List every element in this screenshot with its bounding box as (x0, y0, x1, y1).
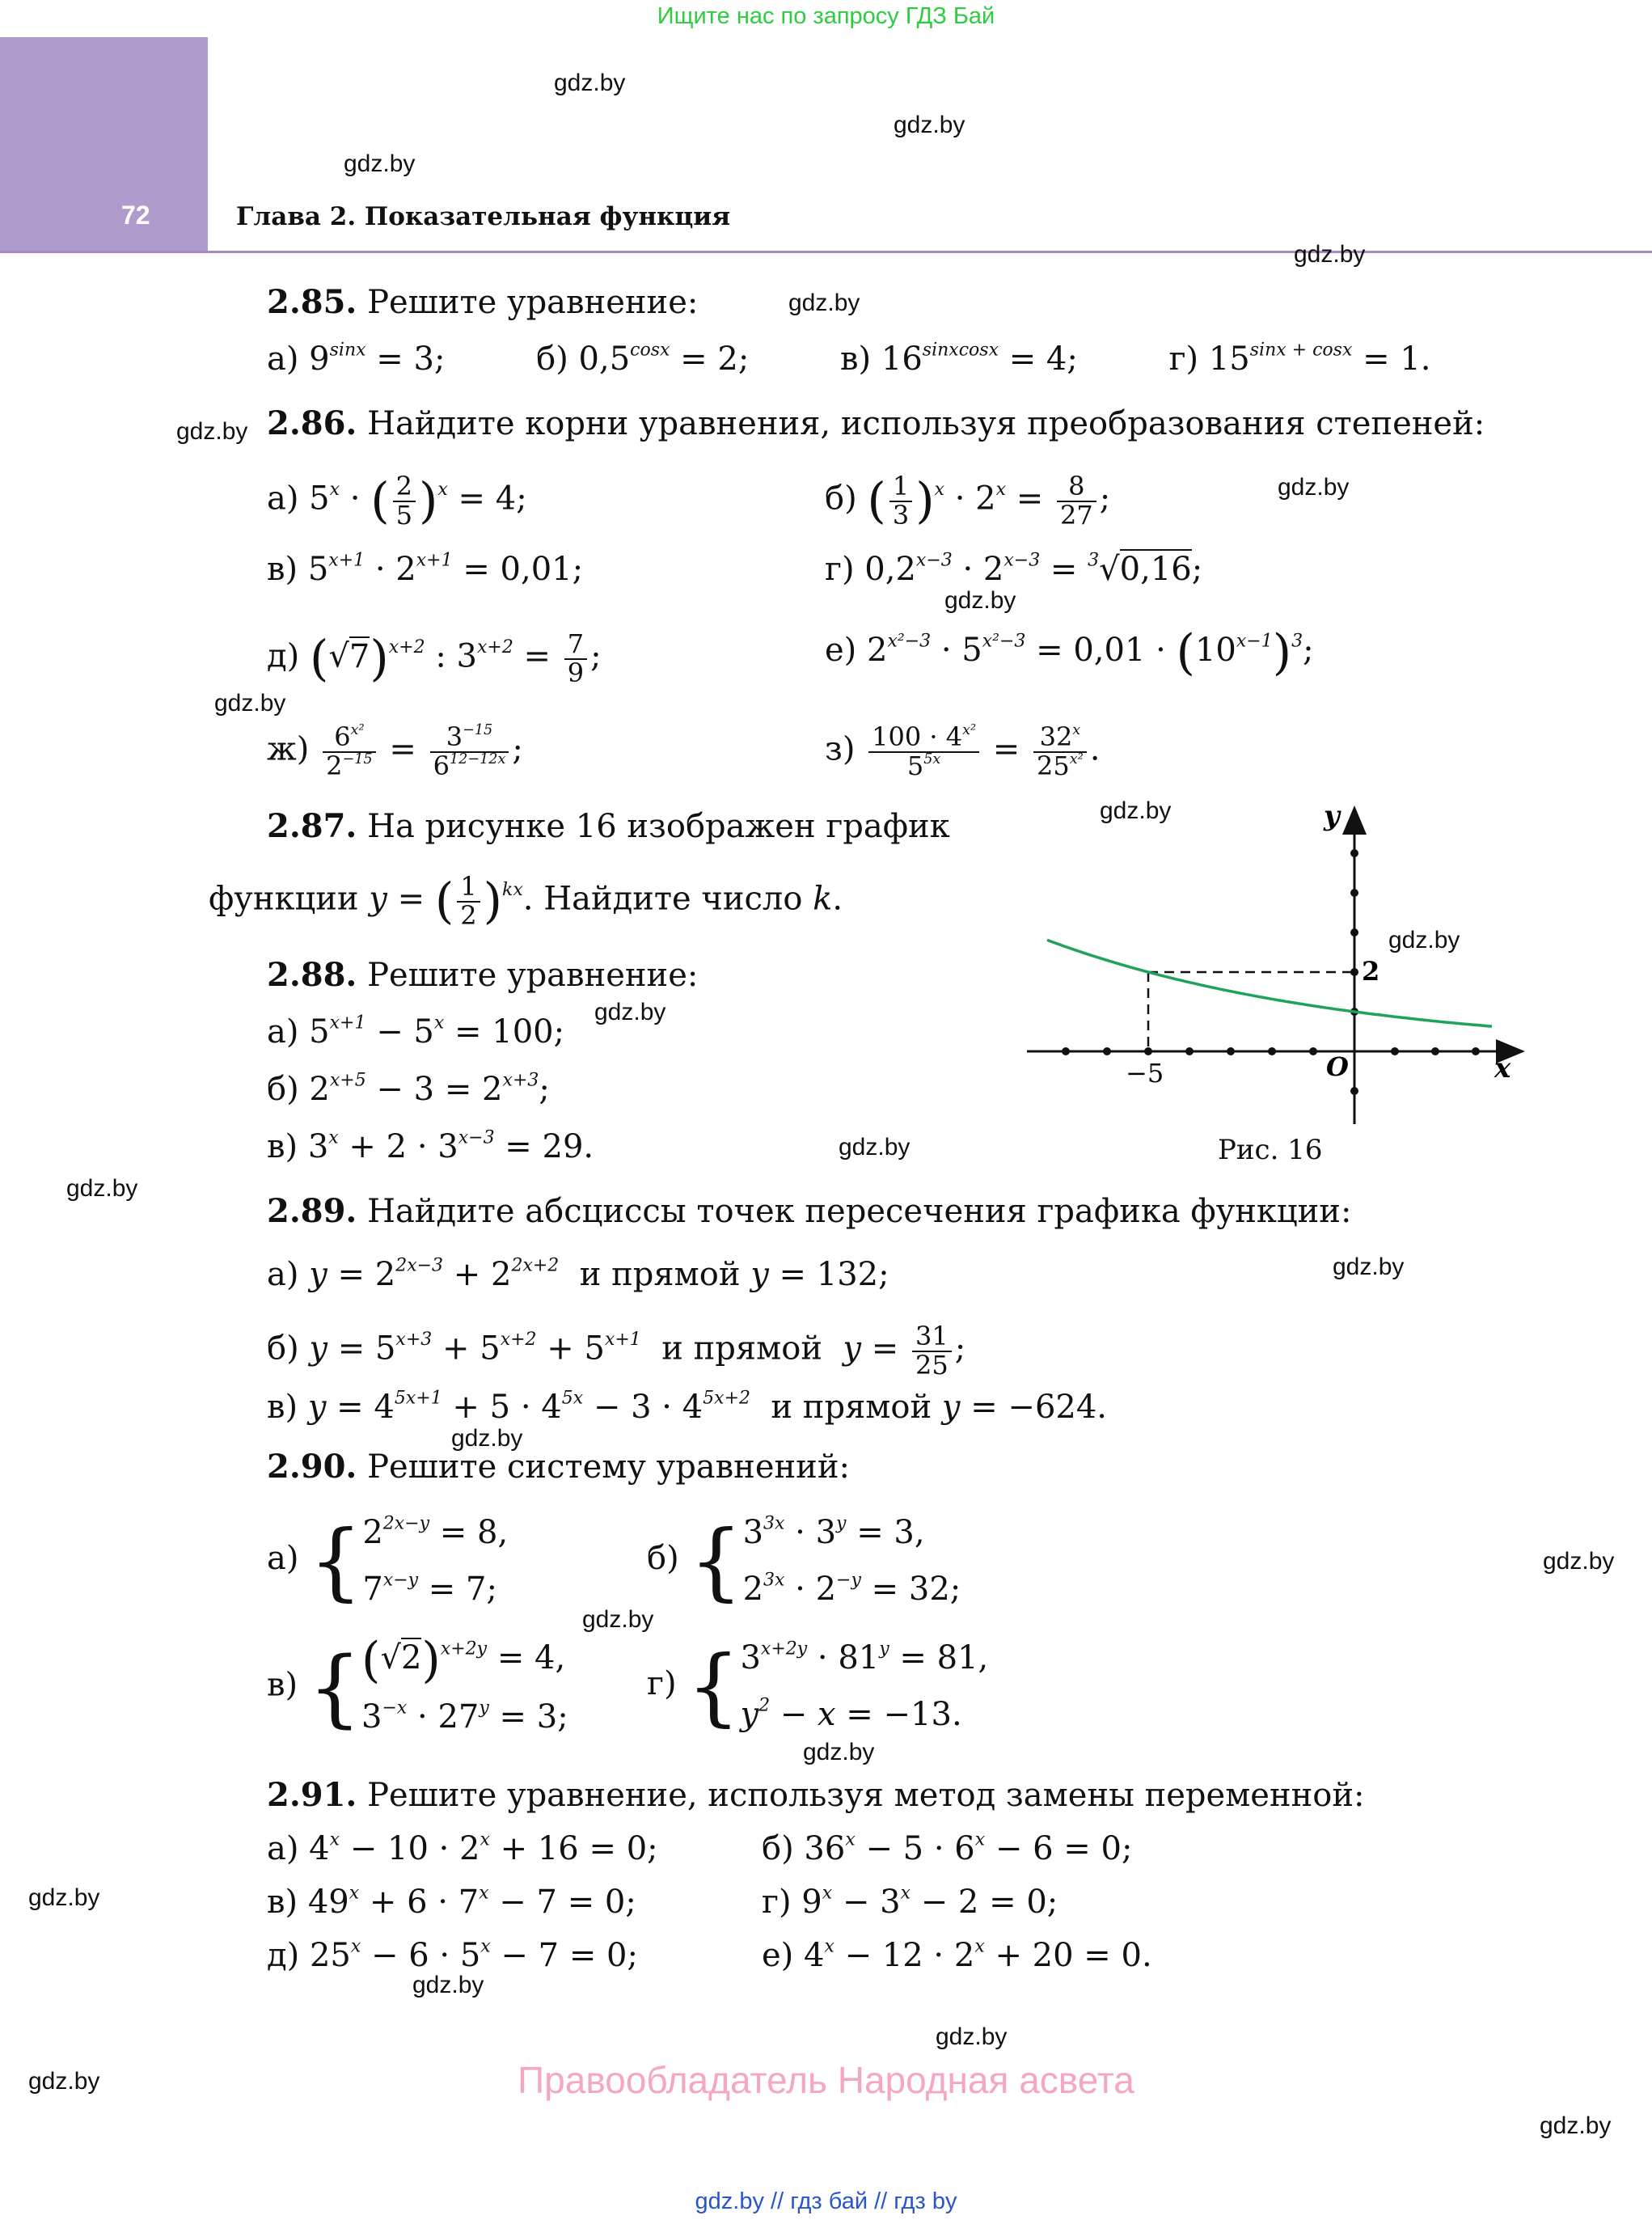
x-tick-dot (1103, 1047, 1111, 1055)
x-tick-dot (1268, 1047, 1276, 1055)
problem-2-85-items: а) $9^{sinx} = 3$; б) $0,5^{cosx} = 2$; в) $16^{sinxcosx} = 4$; г) $15^{sinx + cosx} = 1$. (267, 340, 1431, 378)
watermark: gdz.by (451, 1425, 523, 1452)
problem-2-86-d: д) $(√7)^{x+2}$ : $3^{x+2}$ = $\frac{7}{9}$ ; (267, 628, 602, 688)
problem-2-91-d: д) $25^x - 6 \cdot 5^x - 7 = 0$; (267, 1936, 638, 1974)
problem-2-86-v: в) $5^{x+1} \cdot 2^{x+1} = 0,01$; (267, 550, 584, 588)
x-tick-dot (1391, 1047, 1399, 1055)
problem-2-86-a: а) $5^x$ · ( $\frac{2}{5}$ )$^x$ = 4; (267, 471, 527, 531)
x-tick-dot (1309, 1047, 1317, 1055)
problem-2-86-b: б) ( $\frac{1}{3}$ )$^x \cdot 2^x$ = $\frac{8}{27}$ ; (825, 471, 1111, 531)
top-banner[interactable]: Ищите нас по запросу ГДЗ Бай (657, 3, 995, 29)
x-tick-dot (1227, 1047, 1235, 1055)
y-tick-dot (1350, 928, 1358, 937)
y-tick-label: 2 (1362, 956, 1380, 987)
problem-2-91-b: б) $36^x - 5 \cdot 6^x - 6 = 0$; (762, 1829, 1133, 1867)
page-number-tab (0, 37, 208, 251)
watermark: gdz.by (894, 112, 965, 138)
copyright-notice: Правообладатель Народная асвета (518, 2059, 1134, 2101)
problem-2-90-a: а) {$2^{2x-y} = 8$, $7^{x-y} = 7$; (267, 1512, 509, 1610)
watermark: gdz.by (1278, 474, 1350, 501)
problem-2-88-heading: 2.88. Решите уравнение: (267, 956, 699, 994)
y-tick-dot (1350, 849, 1358, 857)
problem-2-90-heading: 2.90. Решите систему уравнений: (267, 1448, 850, 1486)
watermark: gdz.by (412, 1972, 484, 1998)
figure-caption: Рис. 16 (1218, 1134, 1323, 1166)
problem-2-91-e: е) $4^x - 12 \cdot 2^x + 20 = 0$. (762, 1936, 1152, 1974)
watermark: gdz.by (582, 1606, 654, 1633)
header-divider (0, 251, 1652, 253)
watermark: gdz.by (1543, 1548, 1615, 1575)
y-tick-dot (1350, 889, 1358, 897)
problem-2-88-b: б) $2^{x+5} - 3 = 2^{x+3}$; (267, 1070, 550, 1108)
origin-label: O (1326, 1051, 1349, 1082)
problem-2-89-a: а) $y = 2^{2x-3} + 2^{2x+2}$ и прямой y = 132; (267, 1255, 889, 1293)
x-tick-dot (1062, 1047, 1070, 1055)
problem-2-89-v: в) $y = 4^{5x+1} + 5 \cdot 4^{5x} - 3 \cdot 4^{5x+2}$ и прямой y = −624. (267, 1388, 1108, 1426)
problem-2-91-a: а) $4^x - 10 \cdot 2^x + 16 = 0$; (267, 1829, 658, 1867)
watermark: gdz.by (788, 290, 860, 316)
watermark: gdz.by (1333, 1254, 1405, 1280)
problem-2-90-b: б) {$3^{3x} \cdot 3^y = 3$, $2^{3x} \cdot 2^{-y} = 32$; (647, 1512, 961, 1610)
watermark: gdz.by (594, 999, 666, 1025)
x-tick-label: −5 (1126, 1058, 1164, 1089)
problem-2-86-g: г) $0,2^{x-3} \cdot 2^{x-3} = ^3√0,16$; (825, 550, 1203, 588)
problem-2-91-v: в) $49^x + 6 \cdot 7^x - 7 = 0$; (267, 1883, 636, 1921)
watermark: gdz.by (936, 2023, 1008, 2050)
problem-2-90-g: г) {$3^{x+2y} \cdot 81^y = 81$, $y^2 - x = -13$. (647, 1637, 989, 1736)
watermark: gdz.by (839, 1134, 911, 1161)
figure-16-graph (1019, 801, 1536, 1132)
watermark: gdz.by (176, 418, 248, 445)
problem-2-91-heading: 2.91. Решите уравнение, используя метод замены переменной: (267, 1776, 1365, 1814)
problem-2-88-a: а) $5^{x+1} - 5^x = 100$; (267, 1013, 565, 1051)
watermark: gdz.by (214, 690, 286, 717)
watermark: gdz.by (1100, 797, 1172, 824)
chapter-title: Глава 2. Показательная функция (236, 202, 731, 231)
watermark: gdz.by (1294, 241, 1366, 268)
x-tick-dot (1431, 1047, 1439, 1055)
y-tick-dot (1350, 1087, 1358, 1095)
problem-2-86-z: з) $\frac{100 \cdot 4^{x^2}}{5^{5x}}$ = $\frac{32^x}{25^{x^2}}$ . (825, 721, 1101, 781)
problem-2-89-b: б) $y = 5^{x+3} + 5^{x+2} + 5^{x+1}$ и прямой y = $\frac{31}{25}$ ; (267, 1321, 966, 1380)
problem-2-87-line2: функции y = ( $\frac{1}{2}$ )$^{kx}$. Найдите число k. (209, 871, 843, 931)
problem-2-89-heading: 2.89. Найдите абсциссы точек пересечения графика функции: (267, 1192, 1352, 1230)
page-number: 72 (121, 201, 150, 230)
watermark: gdz.by (1388, 927, 1460, 953)
x-tick-dot (1472, 1047, 1480, 1055)
exponential-curve (1047, 940, 1492, 1026)
watermark: gdz.by (803, 1739, 875, 1765)
problem-2-86-e: е) $2^{x^2-3} \cdot 5^{x^2-3} = 0,01 \cdot (10^{x-1})^3$; (825, 624, 1314, 681)
problem-2-86-heading: 2.86. Найдите корни уравнения, используя преобразования степеней: (267, 404, 1485, 442)
watermark: gdz.by (344, 150, 416, 177)
y-axis-label: y (1324, 801, 1340, 832)
x-axis-label: x (1494, 1052, 1511, 1085)
watermark: gdz.by (944, 587, 1016, 614)
problem-2-88-v: в) $3^x + 2 \cdot 3^{x-3} = 29$. (267, 1127, 594, 1165)
problem-2-91-g: г) $9^x - 3^x - 2 = 0$; (762, 1883, 1058, 1921)
problem-2-86-zh: ж) $\frac{6^{x^2}}{2^{-15}}$ = $\frac{3^{-15}}{6^{12-12x}}$ ; (267, 721, 523, 781)
watermark: gdz.by (66, 1175, 138, 1202)
watermark: gdz.by (28, 2068, 100, 2095)
watermark: gdz.by (554, 70, 626, 96)
problem-2-87-line1: 2.87. На рисунке 16 изображен график (267, 807, 950, 845)
watermark: gdz.by (1540, 2112, 1612, 2139)
problem-2-90-v: в) {$(√2)^{x+2y} = 4$, $3^{-x} \cdot 27^y = 3$; (267, 1632, 568, 1737)
watermark: gdz.by (28, 1884, 100, 1911)
x-tick-dot (1185, 1047, 1194, 1055)
problem-2-85-heading: 2.85. Решите уравнение: (267, 283, 699, 321)
footer-links[interactable]: gdz.by // гдз бай // гдз by (695, 2188, 957, 2214)
